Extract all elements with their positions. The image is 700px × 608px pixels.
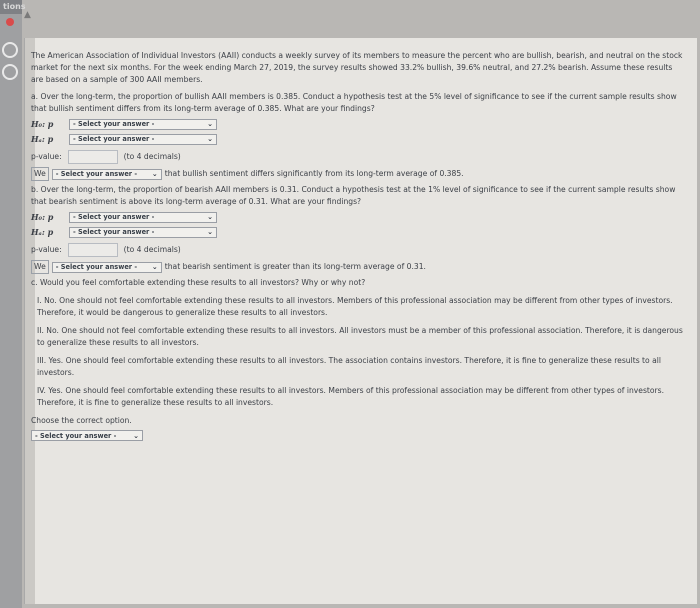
select-text: - Select your answer - — [55, 263, 138, 271]
chevron-down-icon: ⌄ — [207, 228, 213, 236]
option-4: IV. Yes. One should feel comfortable extending these results to all investors. Members of this professional association may be different from other types of investors. Therefore, it is fine to generalize these results to all investors. — [37, 386, 665, 407]
option-list — [31, 385, 686, 409]
part-b-h0-select[interactable] — [69, 212, 217, 223]
part-b-pvalue-label: p-value: — [31, 245, 62, 254]
part-a-conclusion-text: that bullish sentiment differs significantly from its long-term average of 0.385. — [164, 169, 464, 178]
part-b-ha-row — [31, 226, 686, 238]
part-a-ha-select[interactable] — [69, 134, 217, 145]
part-a-pvalue-input[interactable] — [68, 150, 118, 164]
part-a-we-label: We — [31, 167, 49, 181]
part-b-pvalue-input[interactable] — [68, 243, 118, 257]
select-text: - Select your answer - — [35, 431, 117, 440]
option-3: III. Yes. One should feel comfortable extending these results to all investors. The association contains investors. Therefore, it is fine to generalize these results to all investors. — [37, 356, 661, 377]
part-b-conclusion-row — [31, 260, 686, 274]
part-c-question: c. Would you feel comfortable extending these results to all investors? Why or why not? — [31, 278, 366, 287]
chevron-down-icon: ⌄ — [207, 120, 213, 128]
part-a-h0-select[interactable] — [69, 119, 217, 130]
part-a-question: a. Over the long-term, the proportion of bullish AAII members is 0.385. Conduct a hypothesis test at the 5% level of significance to see if the current sample results show that bullish sentiment differs from its long-term average of 0.385. What are your findings? — [31, 92, 677, 113]
part-b-question: b. Over the long-term, the proportion of bearish AAII members is 0.31. Conduct a hypothesis test at the 1% level of significance to see if the current sample results show that bearish sentiment is above its long-term average of 0.31. What are your findings? — [31, 185, 676, 206]
part-a-pvalue-hint: (to 4 decimals) — [123, 152, 181, 161]
circle-icon[interactable] — [2, 64, 18, 80]
part-a-pvalue-label: p-value: — [31, 152, 62, 161]
final-select-row — [31, 430, 686, 441]
part-b-ha-label: Hₐ: p — [31, 227, 54, 237]
select-text: - Select your answer - — [73, 120, 155, 128]
select-text: - Select your answer - — [55, 170, 138, 178]
part-b-conclusion-text: that bearish sentiment is greater than its long-term average of 0.31. — [164, 262, 426, 271]
chevron-down-icon: ⌄ — [207, 213, 213, 221]
option-2: II. No. One should not feel comfortable extending these results to all investors. All investors must be a member of this professional association. Therefore, it is dangerous to generalize these results to all investors. — [37, 326, 683, 347]
question-panel — [24, 38, 697, 604]
part-a-h0-label: H₀: p — [31, 119, 54, 129]
part-a-ha-label: Hₐ: p — [31, 134, 54, 144]
chevron-down-icon: ⌄ — [133, 431, 139, 440]
option-list — [31, 295, 686, 319]
chevron-down-icon: ⌄ — [207, 135, 213, 143]
option-list — [31, 325, 686, 349]
rail-header — [0, 0, 26, 14]
part-b-h0-label: H₀: p — [31, 212, 54, 222]
chevron-down-icon: ⌄ — [151, 263, 158, 271]
part-a-ha-row — [31, 133, 686, 145]
collapse-arrow-icon[interactable]: ▲ — [24, 10, 31, 20]
part-b-we-label: We — [31, 260, 49, 274]
chevron-down-icon: ⌄ — [151, 170, 158, 178]
select-text: - Select your answer - — [73, 213, 155, 221]
part-b-we-select[interactable] — [52, 262, 162, 273]
part-b-ha-select[interactable] — [69, 227, 217, 238]
part-a-pvalue-row — [31, 150, 686, 164]
option-list — [31, 355, 686, 379]
status-dot-icon — [6, 18, 14, 26]
part-a-we-select[interactable] — [52, 169, 162, 180]
question-content — [31, 50, 686, 441]
part-b-pvalue-row — [31, 243, 686, 257]
final-answer-select[interactable] — [31, 430, 143, 441]
rail-title: tions — [3, 2, 26, 11]
left-rail — [0, 0, 26, 608]
part-b-pvalue-hint: (to 4 decimals) — [123, 245, 181, 254]
intro-text: The American Association of Individual Investors (AAII) conducts a weekly survey of its members to measure the percent who are bullish, bearish, and neutral on the stock market for the next six months. For the week ending March 27, 2019, the survey results showed 33.2% bullish, 39.6% neutral, and 27.2% bearish. Assume these results are based on a sample of 300 AAII members. — [31, 51, 683, 84]
part-b-h0-row — [31, 211, 686, 223]
option-1: I. No. One should not feel comfortable extending these results to all investors. Members of this professional association may be different from other types of investors. Therefore, it would be dangerous to generalize these results to all investors. — [37, 296, 673, 317]
circle-icon[interactable] — [2, 42, 18, 58]
select-text: - Select your answer - — [73, 228, 155, 236]
choose-label: Choose the correct option. — [31, 416, 132, 425]
part-a-h0-row — [31, 118, 686, 130]
select-text: - Select your answer - — [73, 135, 155, 143]
part-a-conclusion-row — [31, 167, 686, 181]
